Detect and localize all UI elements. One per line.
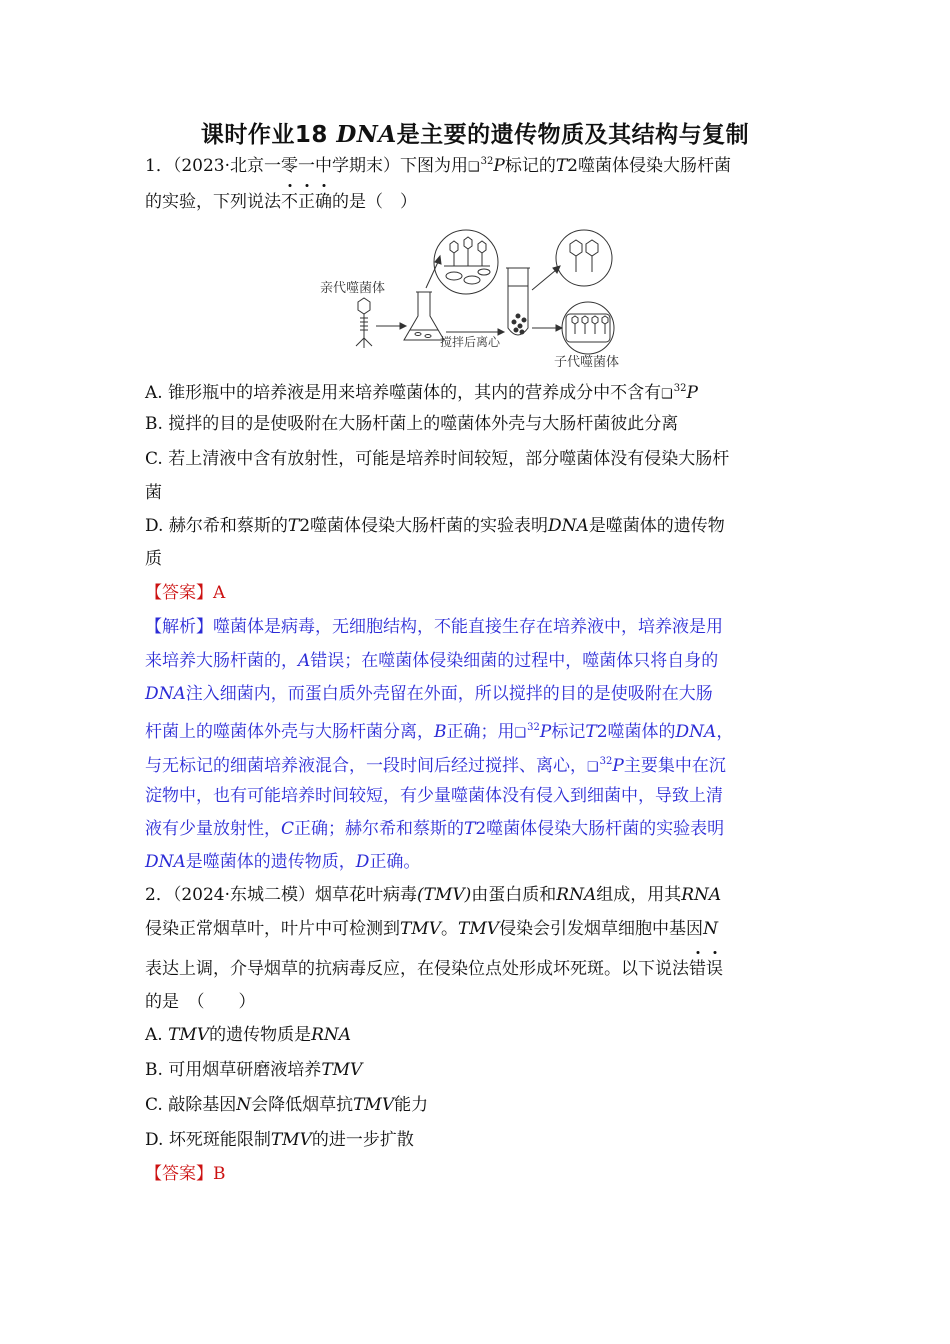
q2-answer: 【答案】B xyxy=(145,1164,226,1184)
q1-option-a: A. 锥形瓶中的培养液是用来培养噬菌体的，其内的营养成分中不含有❑$^{32}$P xyxy=(145,383,698,403)
q1-stem-line-1: 1．（2023·北京一零一中学期末）下图为用❑$^{32}$P标记的T2噬菌体侵染大肠杆菌 xyxy=(145,156,731,176)
child-phage-circle-icon xyxy=(562,302,614,354)
child-phage-label: 子代噬菌体 xyxy=(554,355,620,368)
q2-option-b: B. 可用烟草研磨液培养TMV xyxy=(145,1060,363,1080)
q1-option-d-line-2: 质 xyxy=(145,549,162,569)
centrifuge-tube-icon xyxy=(506,268,530,335)
q1-option-b: B. 搅拌的目的是使吸附在大肠杆菌上的噬菌体外壳与大肠杆菌彼此分离 xyxy=(145,414,679,434)
q1-explanation-line-3: DNA注入细菌内，而蛋白质外壳留在外面，所以搅拌的目的是使吸附在大肠 xyxy=(145,684,713,704)
q2-stem-line-4: 的是 （ ） xyxy=(145,992,256,1012)
q2-option-c: C. 敲除基因N会降低烟草抗TMV能力 xyxy=(145,1095,429,1115)
phage-experiment-figure xyxy=(318,222,638,368)
emphasis-char: 不 xyxy=(281,192,298,212)
parent-phage-icon xyxy=(356,298,372,348)
q1-option-d-line-1: D. 赫尔希和蔡斯的T2噬菌体侵染大肠杆菌的实验表明DNA是噬菌体的遗传物 xyxy=(145,516,725,536)
infection-circle-icon xyxy=(434,230,498,294)
q1-explanation-line-5: 与无标记的细菌培养液混合，一段时间后经过搅拌、离心，❑$^{32}$P主要集中在沉 xyxy=(145,756,726,776)
q2-option-d: D. 坏死斑能限制TMV的进一步扩散 xyxy=(145,1130,414,1150)
page-title: 课时作业18 DNA是主要的遗传物质及其结构与复制 xyxy=(200,121,750,148)
q2-stem-line-3: 表达上调，介导烟草的抗病毒反应，在侵染位点处形成坏死斑。以下说法错误 xyxy=(145,959,723,979)
emphasis-char: 错 xyxy=(689,959,706,979)
emphasis-char: 确 xyxy=(315,192,332,212)
q2-option-a: A. TMV的遗传物质是RNA xyxy=(145,1025,352,1045)
emphasis-char: 误 xyxy=(706,959,723,979)
q2-stem-line-1: 2．（2024·东城二模）烟草花叶病毒(TMV)由蛋白质和RNA组成，用其RNA xyxy=(145,885,722,905)
q1-explanation-line-7: 液有少量放射性，C正确；赫尔希和蔡斯的T2噬菌体侵染大肠杆菌的实验表明 xyxy=(145,819,725,839)
flask-icon xyxy=(404,292,444,340)
q1-option-c-line-2: 菌 xyxy=(145,483,162,503)
q1-stem-line-2: 的实验，下列说法不正确的是（ ） xyxy=(145,192,417,212)
q2-stem-line-2: 侵染正常烟草叶，叶片中可检测到TMV。TMV侵染会引发烟草细胞中基因N xyxy=(145,919,718,939)
q1-explanation-line-4: 杆菌上的噬菌体外壳与大肠杆菌分离，B正确；用❑$^{32}$P标记T2噬菌体的DNA， xyxy=(145,722,734,742)
q1-explanation-line-2: 来培养大肠杆菌的，A错误；在噬菌体侵染细菌的过程中，噬菌体只将自身的 xyxy=(145,651,719,671)
stir-centrifuge-label: 搅拌后离心 xyxy=(440,335,501,349)
q1-answer: 【答案】A xyxy=(145,583,226,603)
q1-explanation-line-6: 淀物中，也有可能培养时间较短，有少量噬菌体没有侵入到细菌中，导致上清 xyxy=(145,786,723,806)
q1-explanation-line-1: 【解析】噬菌体是病毒，无细胞结构，不能直接生存在培养液中，培养液是用 xyxy=(145,617,723,637)
q1-option-c-line-1: C. 若上清液中含有放射性，可能是培养时间较短，部分噬菌体没有侵染大肠杆 xyxy=(145,449,730,469)
supernatant-circle-icon xyxy=(556,230,612,286)
q1-explanation-line-8: DNA是噬菌体的遗传物质，D正确。 xyxy=(145,852,421,872)
emphasis-char: 正 xyxy=(298,192,315,212)
parent-phage-label: 亲代噬菌体 xyxy=(320,281,386,296)
